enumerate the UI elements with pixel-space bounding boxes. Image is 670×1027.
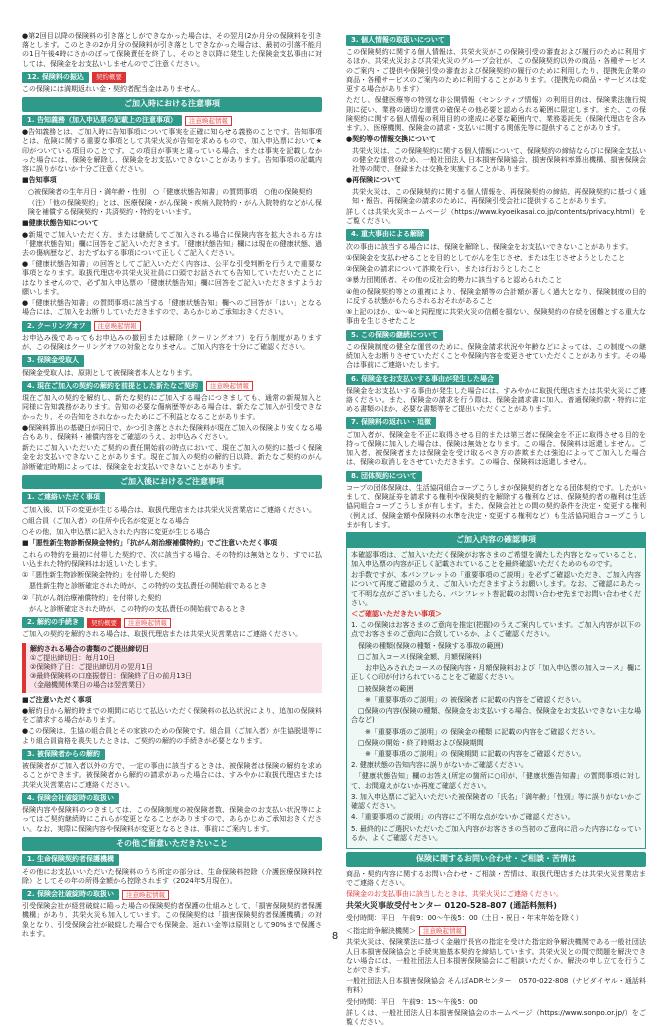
page-number: 8 <box>331 931 339 942</box>
section-notify <box>22 492 322 503</box>
accident-hours: 受付時間：平日 午前9：00～午後5：00（土日・祝日・年末年始を除く） <box>346 913 583 922</box>
section-group <box>346 471 646 482</box>
notify-para: ②「抗がん剤治療補償特約」を付帯した契約 <box>22 593 162 602</box>
section-premium-refund <box>22 72 322 83</box>
section-bar-enrollment: ご加入時における注意事項 <box>22 97 322 112</box>
section-text: 引受保険会社が経営破綻に陥った場合の保険契約者保護の仕組みとして、「損害保険契約者保護機構」があり、共栄火災も加入しています。この保険契約は「損害保険契約者保護機構」の対象となり、引受保険会社が破綻した場合でも保険金、返れい金等は原則として90%まで保護されます。 <box>22 902 322 938</box>
disclosure-para: ●新規でご加入いただく方、または継続してご加入される場合に保険内容を拡大される方は「健康状態告知」欄に回答をご記入いただきます。「健康状態告知」欄には現在の健康状態、過去の傷病歴など、おたずねする事項について正しくご記入ください。 <box>22 230 322 257</box>
section-title: 3. 保険金受取人 <box>22 355 84 366</box>
section-title: 1. 生命保険契約者保護機構 <box>22 854 119 865</box>
deadline-line: ①ご提出締切日：毎月10日 <box>30 653 116 662</box>
section-title: 12. 保険料の振込 <box>22 72 89 83</box>
cancel-note: ■ご注意いただく事項 <box>22 695 92 704</box>
section-title: 4. 保険会社破綻時の取扱い <box>22 793 119 804</box>
section-privacy <box>346 35 646 46</box>
notify-para: ご加入後、以下の変更が生じる場合は、取扱代理店または共栄火災営業店にご連絡ください。 <box>22 505 316 514</box>
badge-attention: 注意喚起情報 <box>122 890 169 900</box>
section-title: 1. 告知義務（加入申込票の記載上の注意事項） <box>22 115 182 126</box>
confirm-checkbox: □被保険者の範囲 <box>351 684 414 693</box>
confirm-para: 5. 最終的にご選択いただいたご加入内容がお客さまの当初のご意向に沿った内容になっているか、よくご確認ください。 <box>351 824 641 842</box>
section-title: 3. 個人情報の取扱いについて <box>346 35 450 46</box>
cancel-note: ●解約日から解約時までの期間に応じて払込いただく保険料の払込状況により、追加の保険料をご請求する場合があります。 <box>22 706 322 725</box>
privacy-para: ●契約等の情報交換について <box>346 135 436 144</box>
section-text: コープの団体保険は、生活協同組合コープこうしまが保険契約者となる団体契約です。したがいまして、保険証券を請求する権利や保険契約を解除する権利などは、保険契約者の権利は生活協同組合コープこうしまが有します。また、保険会社との間の契約条件を決定・変更する権利（例えば、保険金額や保険料の水準を決定・変更する権利など）も生活協同組合コープこうしまが有します。 <box>346 483 646 529</box>
disclosure-para: ●告知義務とは、ご加入時に告知事項について事実を正確に知らせる義務のことです。告知事項とは、危険に関する重要な事項として共栄火災が告知を求めるもので、加入申込票において★印がついている項目のことです。この項目が事実と違っている場合、または事実を記載しなかった場合には、保険を解除し、保険金をお支払いできないことがあります。告知事項の記載内容に誤りがないか十分ご注意ください。 <box>22 128 322 174</box>
section-tax <box>22 854 322 865</box>
adr-title: ＜指定紛争解決機関＞ <box>346 926 416 935</box>
confirm-para: ※「重要事項のご説明」の 保険期間 に記載の内容をご確認ください。 <box>351 750 586 759</box>
privacy-para: 共栄火災は、この保険契約に関する個人情報について、保険契約の締結ならびに保険金支払いの健全な運営のため、一般社団法人 日本損害保険協会、損害保険料率算出機構、損害保険会社等の間で、登録または交換を実施することがあります。 <box>352 146 646 174</box>
disclosure-para: ○被保険者の生年月日・満年齢・性別 ○「健康状態告知書」の質問事項 ○他の保険契約 <box>28 187 313 196</box>
section-replacement <box>22 381 322 392</box>
disclosure-para: （注）「他の保険契約」とは、医療保険・がん保険・疾病入院特約・がん入院特約などがん保険を補償する保険契約・共済契約・特約をいいます。 <box>28 198 322 217</box>
contact-accident-note: 保険金のお支払事由に該当したときは、共栄火災にご連絡ください。 <box>346 890 563 899</box>
notify-para: ■「悪性新生物診断保険金特約」「抗がん剤治療補償特約」でご注意いただく事項 <box>22 539 278 548</box>
badge-attention: 注意喚起情報 <box>94 321 141 331</box>
right-column <box>346 32 646 1027</box>
confirmation-title: ご加入内容の確認事項 <box>347 533 645 548</box>
confirm-checkbox: □保険の開始・終了時期および保険期間 <box>351 738 484 747</box>
disclosure-para: ●「健康状態告知書」の回答としてご記入いただく内容は、公平な引受判断を行うえで重要な事項となります。取扱代理店や共栄火災社員に口頭でお話されても告知していただいたことにはなりませんので、必ず加入申込票の「健康状態告知」欄に回答をご記入いただきますようお願いします。 <box>22 260 322 296</box>
termination-para: ⑤上記のほか、①～④と同程度に共栄火災の信頼を損ない、保険契約の存続を困難とする重大な事由を生じさせたこと <box>346 308 646 326</box>
adr-para: 共栄火災は、保険業法に基づく金融庁長官の指定を受けた指定紛争解決機関である一般社団法人日本損害保険協会と手続実施基本契約を締結しています。共栄火災との間で問題を解決できない場合には、一般社団法人日本損害保険協会にご相談いただくか、解決の申し立てを行うことができます。 <box>346 938 646 974</box>
notify-para: ①「悪性新生物診断保険金特約」を付帯した契約 <box>22 571 176 580</box>
privacy-para: ●再保険について <box>346 176 401 185</box>
termination-para: ④他の保険契約等との重複により、保険金額等の合計額が著しく過大となり、保険制度の目的に反する状態がもたらされるおそれがあること <box>346 287 646 305</box>
confirm-checkbox: □保険の内容(保険の種類、保険金をお支払いする場合、保険金をお支払いできない主な場合など) <box>351 707 641 725</box>
deadline-line: ②保険終了日：ご提出締切月の翌月1日 <box>30 662 153 671</box>
confirm-para: ＜ご確認いただきたい事項＞ <box>351 609 442 618</box>
section-text: この保険には満期返れい金・契約者配当金はありません。 <box>22 85 205 94</box>
section-text: 保険金受取人は、原則として被保険者本人となります。 <box>22 368 197 377</box>
termination-para: 次の事由に該当する場合には、保険を解除し、保険金をお支払いできないことがあります。 <box>346 242 633 251</box>
section-continuation <box>346 330 646 341</box>
confirm-para: ※「重要事項のご説明」の 被保険者 に記載の内容をご確認ください。 <box>351 695 586 704</box>
section-title: 8. 団体契約について <box>346 471 422 482</box>
badge-attention: 注意喚起情報 <box>185 116 232 126</box>
deadline-line: ③最終保険料の口座振替日：保険終了日の前月13日 <box>30 672 193 681</box>
section-title: 1. ご連絡いただく事項 <box>22 492 105 503</box>
accident-phone: 共栄火災事故受付センター 0120-528-807 (通話料無料) <box>346 901 557 911</box>
replacement-para: ●保険料算出の基礎日が同日で、かつ引き落とされた保険料が現在ご加入の保険より安くなる場合もあり、保険料・補償内容をご確認のうえ、お申込みください。 <box>22 423 322 441</box>
section-text: ご加入の契約を解約される場合は、取扱代理店または共栄火災営業店にご連絡ください。 <box>22 630 302 639</box>
section-bar-after-enrollment: ご加入後におけるご注意事項 <box>22 475 322 490</box>
section-text: ご加入者が、保険金を不正に取得させる目的または第三者に保険金を不正に取得させる目的を持って保険に加入した場合は、保険は無効となります。この場合、保険料は返還しません。ご加入者、被保険者または保険金を受け取るべき方の詐欺または強迫によってご加入した場合は、保険の取消しをさせていただきます。この場合、保険料は返還しません。 <box>346 430 646 467</box>
termination-para: ②保険金の請求について詐欺を行い、または行おうとしたこと <box>346 265 542 274</box>
confirm-para: 2. 健康状態の告知内容に誤りがないかご確認ください。 <box>351 761 528 770</box>
section-text: お申込み後であってもお申込みの撤回または解除（クーリングオフ）を行う制度がありますが、この保険はクーリングオフの対象となりません。ご加入内容を十分にご確認ください。 <box>22 333 322 352</box>
badge-contract-summary: 契約概要 <box>87 618 121 628</box>
section-cancellation <box>22 617 322 628</box>
confirm-para: お手数ですが、本パンフレットの「重要事項のご説明」を必ずご確認いただき、ご加入内容について再度ご確認のうえ、ご加入いただきますようお願いします。なお、ご確認にあたって不明な点がございましたら、パンフレット巻記載のお問い合わせ先までお問い合わせください。 <box>351 571 641 607</box>
privacy-para: この保険契約に関する個人情報は、共栄火災がこの保険引受の審査および履行のために利用するほか、共栄火災および共栄火災のグループ会社が、この保険契約以外の商品・各種サービスのご案内・ご提供や保険引受の審査および保険契約の履行のために利用したり、提携先企業の商品・各種サービスのご案内のために利用することがあります。（提携先の商品・サービスは変更する場合があります） <box>346 48 646 94</box>
section-text: 被保険者がご加入者以外の方で、一定の事由に該当するときは、被保険者は保険の解約を求めることができます。被保険者から解約の請求があった場合には、すみやかに取扱代理店または共栄火災営業店にご連絡ください。 <box>22 762 322 789</box>
confirm-para: 3. 加入申込票にご記入いただいた被保険者の「氏名」「満年齢」「性別」等に誤りがないかご確認ください。 <box>351 792 641 811</box>
deadline-line: （金融機関休業日の場合は翌営業日） <box>30 681 149 690</box>
confirm-para: 1. この保険はお客さまのご意向を推定(把握)のうえご案内しています。ご加入内容が以下の点でお客さまのご意向に合致しているか、よくご確認ください。 <box>351 621 641 639</box>
confirm-para: 「健康状態告知」欄のお答え(所定の箇所に○印が、「健康状態告知書」の質問事項に対して、お間違えがないか再度ご確認ください。 <box>351 772 641 790</box>
left-column <box>22 32 322 938</box>
disclosure-para: ■告知事項 <box>22 176 57 185</box>
replacement-para: 新たにご加入いただいたご契約の責任開始前の時点において、現在ご加入の契約に基づく保険金をお支払いできないことがあります。現在ご加入の契約の解約日以降、新たなご契約のがん診断確定時期によっては、保険金をお支払いできないことがあります。 <box>22 444 322 471</box>
badge-attention: 注意喚起情報 <box>206 381 253 391</box>
section-bar-contact: 保険に関するお問い合わせ・ご相談・苦情は <box>346 852 646 867</box>
confirmation-box <box>346 532 646 849</box>
section-title: 6. 保険金をお支払いする事由が発生した場合 <box>346 374 499 385</box>
badge-attention: 注意喚起情報 <box>419 926 466 936</box>
confirm-para: お申込みされたコースの保険内容・月額保険料および「加入申込票の加入コース」欄に正しく○印が付けられていることをご確認ください。 <box>351 664 641 682</box>
section-insured-cancel <box>22 749 322 760</box>
confirm-para: 本確認事項は、ご加入いただく保険がお客さまのご希望を満たした内容となっていること、加入申込票の内容が正しく記載されていることを最終確認いただくためのものです。 <box>351 550 641 568</box>
section-bar-other: その他ご留意いただきたいこと <box>22 837 322 852</box>
section-title: 2. クーリングオフ <box>22 321 91 332</box>
section-termination <box>346 229 646 240</box>
section-change <box>22 793 322 804</box>
section-bankruptcy <box>22 889 322 900</box>
cancellation-deadline-box <box>22 643 322 693</box>
section-beneficiary <box>22 355 322 366</box>
disclosure-para: ■健康状態告知について <box>22 219 99 228</box>
confirm-checkbox: □ご加入コース(保険金額、月額保険料) <box>351 652 482 661</box>
confirm-para: 4.「重要事項のご説明」の内容にご不明な点がないかご確認ください。 <box>351 813 575 822</box>
confirm-checkbox: 保険の種類(保険の種類・保険する事故の範囲) <box>351 641 504 650</box>
section-title: 2. 保険会社破綻時の取扱い <box>22 889 119 900</box>
badge-attention: 注意喚起情報 <box>124 618 171 628</box>
notify-para: ○その他、加入申込票に記入された内容に変更が生じる場合 <box>22 528 211 537</box>
notify-para: これらの特約を最初に付帯した契約で、次に該当する場合、その特約は無効となり、すでに払い込まれた特約保険料はお返しいたします。 <box>22 550 322 568</box>
section-title: 2. 解約の手続き <box>22 617 84 628</box>
replacement-para: 現在ご加入の契約を解約し、新たな契約にご加入する場合につきましても、通常の新規加入と同様に告知義務があります。告知の必要な傷病歴等がある場合は、新たなご加入が引受できなかったり、その告知をされなかったためにご不利益となることがあります。 <box>22 394 322 421</box>
section-text: 保険金をお支払いする事由が発生した場合には、すみやかに取扱代理店または共栄火災にご連絡ください。また、保険金の請求を行う際は、保険金請求書に加入、普通保険約款・特約に定める書類のほか、必要な書類等をご提出いただくことがあります。 <box>346 386 646 414</box>
section-title: 4. 現在ご加入の契約の解約を前提とした新たなご契約 <box>22 381 203 392</box>
section-cooling-off <box>22 321 322 332</box>
adr-hours: 受付時間：平日 午前9：15～午後5：00 <box>346 997 478 1006</box>
intro-text: ●第2回目以降の保険料の引き落としができなかった場合は、その翌月(2か月分の保険料を引き落とします。このときの2か月分の保険料が引き落としできなかった場合は、最初の引落不能月の1日午後4時にさかのぼって保険責任を終了し、そのとき以降に発生した保険金支払事由に対しては、保険金をお支払いしませんのでご注意ください。 <box>22 32 322 68</box>
section-text: 保険内容や保険料のつきましては、この保険制度の被保険者数、保険金のお支払い状況等によってはご契約継続時にこれらが変更となることがありますので、あらかじめご承知おきください。なお、実際に保険内容や保険料が変更となるときは、事前にご案内します。 <box>22 806 322 833</box>
section-disclosure <box>22 115 322 126</box>
notify-para: がんと診断確定された時が、この特約の支払責任の開始前であるとき <box>22 604 246 613</box>
section-text: その他にお支払いいただいた保険料のうち所定の部分は、生命保険料控除（介護医療保険料控除）としてその年の所得金額から控除されます（2024年5月現在）。 <box>22 867 322 885</box>
section-refund <box>346 417 646 428</box>
cancel-note: ●この保険は、生協の組合員とその家族のための保険です。組合員（ご加入者）が生協脱退等により組合員資格を喪失したときは、ご契約の解約の手続きが必要となります。 <box>22 727 322 745</box>
deadline-title: 解約される場合の書類のご提出締切日 <box>30 644 149 653</box>
termination-para: ③暴力団関係者、その他の反社会的勢力に該当すると認められたこと <box>346 276 563 285</box>
adr-link[interactable]: 詳しくは、一般社団法人日本損害保険協会のホームページ（https://www.sonpo.or.jp/）をご覧ください。 <box>346 1008 646 1027</box>
section-title: 4. 重大事由による解除 <box>346 229 429 240</box>
termination-para: ①保険金を支払わせることを目的としてがんを生じさせ、または生じさせようとしたこと <box>346 253 626 262</box>
disclosure-para: ●「健康状態告知書」の質問事項に該当する「健康状態告知」欄へのご回答が「はい」となる場合には、ご加入をお断りしていただきますので、あらかじめご承知おきください。 <box>22 299 322 317</box>
section-text: この保険制度の健全な運営のために、保険金請求状況や年齢などによっては、この制度への継続加入をお断りさせていただくことや保険内容を変更させていただくことがあります。その場合は事前にご連絡いたします。 <box>346 342 646 370</box>
adr-phone: 一般社団法人日本損害保険協会 そんぽADRセンター 0570-022-808（ナビダイヤル・通話料有料） <box>346 977 646 995</box>
privacy-para: 共栄火災は、この保険契約に関する個人情報を、再保険契約の締結、再保険契約に基づく通知・報告、再保険金の請求のために、再保険引受会社に提供することがあります。 <box>352 187 646 205</box>
badge-contract-summary: 契約概要 <box>92 72 126 82</box>
notify-para: 悪性新生物と診断確定された時が、この特約の支払責任の開始前であるとき <box>22 582 267 591</box>
contact-para: 商品・契約内容に関するお問い合わせ・ご相談・苦情は、取扱代理店または共栄火災営業店までご連絡ください。 <box>346 869 646 887</box>
notify-para: ○組合員（ご加入者）の住所や氏名が変更となる場合 <box>22 516 190 525</box>
section-title: 3. 被保険者からの解約 <box>22 749 105 760</box>
confirm-para: ※「重要事項のご説明」の 保険金の種類 に記載の内容をご確認ください。 <box>351 727 600 736</box>
section-title: 5. この保険の継続について <box>346 330 443 341</box>
section-claim <box>346 374 646 385</box>
privacy-para: ただし、保健医療等の特別な非公開情報（センシティブ情報）の利用目的は、保険業法施行規則に従い、業務の適切な運営の確保その他必要と認められる範囲に限定します。また、この保険契約に関する個人情報の利用目的の達成に必要な範囲内で、業務委託先（保険代理店を含みます。）、医療機関、保険金の請求・支払いに関する関係先等に提供することがあります。 <box>346 96 646 133</box>
privacy-link[interactable]: 詳しくは共栄火災ホームページ（https://www.kyoeikasai.co.jp/contents/privacy.html）をご覧ください。 <box>346 207 646 226</box>
section-title: 7. 保険料の返れい・追徴 <box>346 417 436 428</box>
